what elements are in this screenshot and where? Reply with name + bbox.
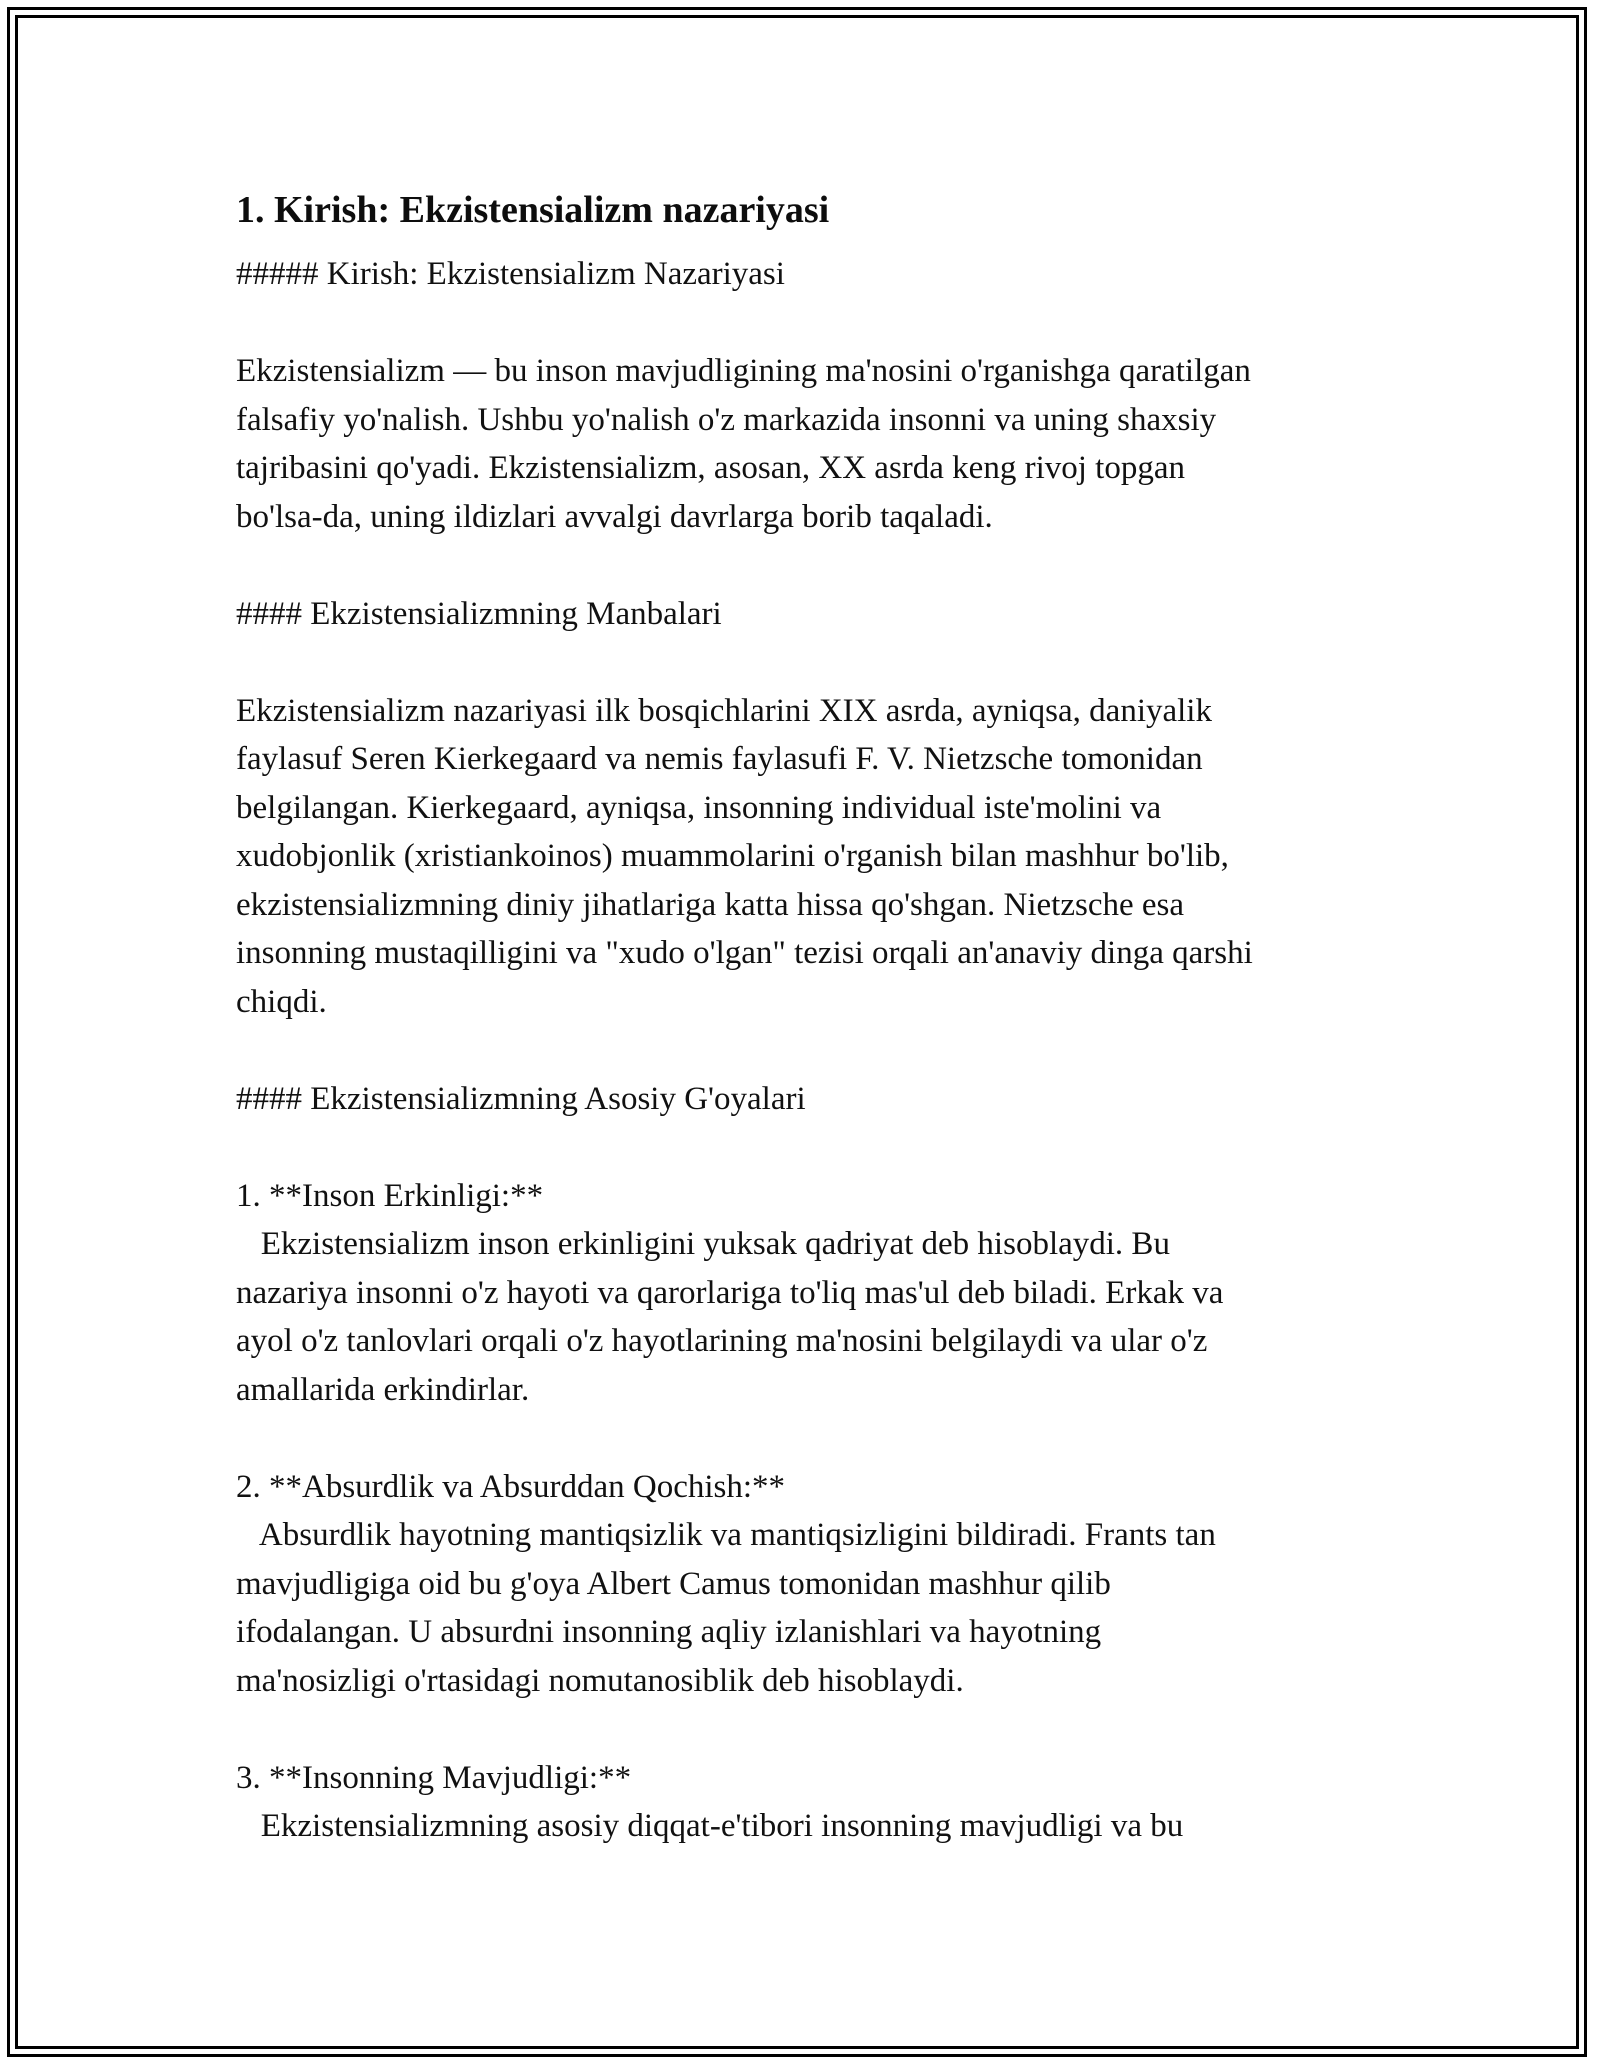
text-line: Ekzistensializm — bu inson mavjudligining ma'nosini o'rganishga qaratilgan — [236, 353, 1251, 389]
text-line: ayol o'z tanlovlari orqali o'z hayotlarining ma'nosini belgilaydi va ular o'z — [236, 1323, 1208, 1359]
text-line: Absurdlik hayotning mantiqsizlik va mantiqsizligini bildiradi. Frants tan — [236, 1517, 1216, 1553]
text-line: ifodalangan. U absurdni insonning aqliy izlanishlari va hayotning — [236, 1614, 1102, 1650]
blank-line — [236, 1026, 1386, 1075]
text-line: nazariya insonni o'z hayoti va qarorlariga to'liq mas'ul deb biladi. Erkak va — [236, 1274, 1224, 1311]
text-line: Ekzistensializm inson erkinligini yuksak qadriyat deb hisoblaydi. Bu — [236, 1226, 1170, 1262]
blank-line — [236, 299, 1386, 348]
blank-line — [236, 638, 1386, 687]
text-line: belgilangan. Kierkegaard, ayniqsa, insonning individual iste'molini va — [236, 789, 1162, 826]
blank-line — [236, 1414, 1386, 1463]
text-line: ##### Kirish: Ekzistensializm Nazariyasi — [236, 256, 785, 292]
text-line: 3. **Insonning Mavjudligi:** — [236, 1759, 632, 1796]
blank-line — [236, 1705, 1386, 1754]
text-line: xudobjonlik (xristiankoinos) muammolarini o'rganish bilan mashhur bo'lib, — [236, 838, 1229, 874]
text-line: ma'nosizligi o'rtasidagi nomutanosiblik deb hisoblaydi. — [236, 1662, 964, 1699]
text-line: ekzistensializmning diniy jihatlariga katta hissa qo'shgan. Nietzsche esa — [236, 886, 1185, 923]
document-page — [236, 186, 1386, 1851]
text-line: insonning mustaqilligini va "xudo o'lgan" tezisi orqali an'anaviy dinga qarshi — [236, 935, 1253, 971]
text-line: faylasuf Seren Kierkegaard va nemis faylasufi F. V. Nietzsche tomonidan — [236, 741, 1203, 777]
document-body — [236, 250, 1386, 1851]
blank-line — [236, 541, 1386, 590]
text-line: #### Ekzistensializmning Manbalari — [236, 595, 722, 632]
text-line: Ekzistensializm nazariyasi ilk bosqichlarini XIX asrda, ayniqsa, daniyalik — [236, 692, 1212, 729]
text-line: amallarida erkindirlar. — [236, 1371, 530, 1408]
blank-line — [236, 1123, 1386, 1172]
text-line: Ekzistensializmning asosiy diqqat-e'tibori insonning mavjudligi va bu — [236, 1808, 1184, 1844]
text-line: bo'lsa-da, uning ildizlari avvalgi davrlarga borib taqaladi. — [236, 498, 993, 535]
text-line: mavjudligiga oid bu g'oya Albert Camus tomonidan mashhur qilib — [236, 1565, 1111, 1602]
text-line: #### Ekzistensializmning Asosiy G'oyalari — [236, 1080, 806, 1117]
text-line: chiqdi. — [236, 983, 327, 1020]
text-line: falsafiy yo'nalish. Ushbu yo'nalish o'z markazida insonni va uning shaxsiy — [236, 401, 1217, 438]
text-line: tajribasini qo'yadi. Ekzistensializm, asosan, XX asrda keng rivoj topgan — [236, 450, 1185, 486]
text-line: 2. **Absurdlik va Absurddan Qochish:** — [236, 1468, 786, 1505]
text-line: 1. **Inson Erkinligi:** — [236, 1177, 544, 1214]
document-title: 1. Kirish: Ekzistensializm nazariyasi — [236, 189, 830, 231]
